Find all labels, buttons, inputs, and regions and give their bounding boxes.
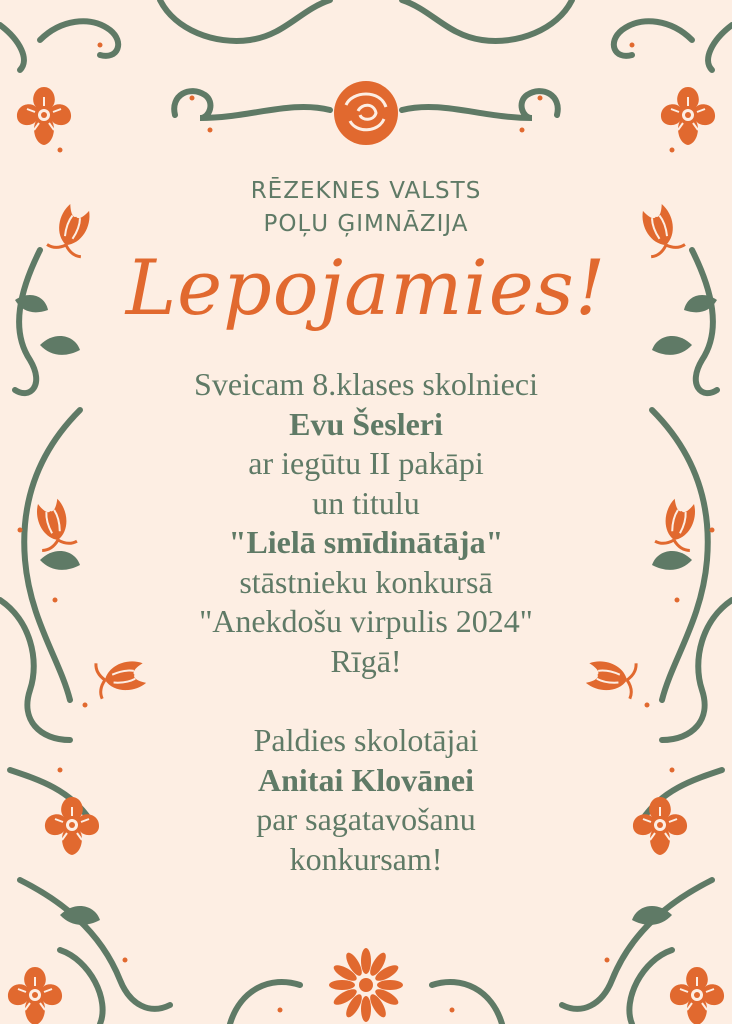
student-name: Evu Šesleri	[289, 405, 443, 442]
announcement-line4: un titulu	[312, 484, 420, 521]
school-name-line1: RĒZEKNES VALSTS	[250, 178, 482, 204]
spacer	[0, 681, 732, 721]
teacher-name: Anitai Klovānei	[257, 761, 474, 798]
school-name-line2: POĻU ĢIMNĀZIJA	[263, 211, 469, 237]
school-name	[0, 175, 732, 241]
city: Rīgā!	[330, 642, 402, 679]
thanks-line1: Paldies skolotājai	[253, 722, 479, 758]
announcement-line1: Sveicam 8.klases skolnieci	[194, 366, 538, 402]
headline: Lepojamies!	[125, 243, 607, 332]
announcement-line3: ar iegūtu II pakāpi	[248, 445, 484, 481]
thanks-line3: par sagatavošanu	[256, 801, 476, 837]
thanks-line4: konkursam!	[289, 840, 443, 877]
announcement-line6: stāstnieku konkursā	[239, 563, 493, 600]
announcement	[0, 365, 732, 879]
contest-name: "Anekdošu virpulis 2024"	[199, 603, 533, 639]
award-title: "Lielā smīdinātāja"	[228, 524, 504, 560]
